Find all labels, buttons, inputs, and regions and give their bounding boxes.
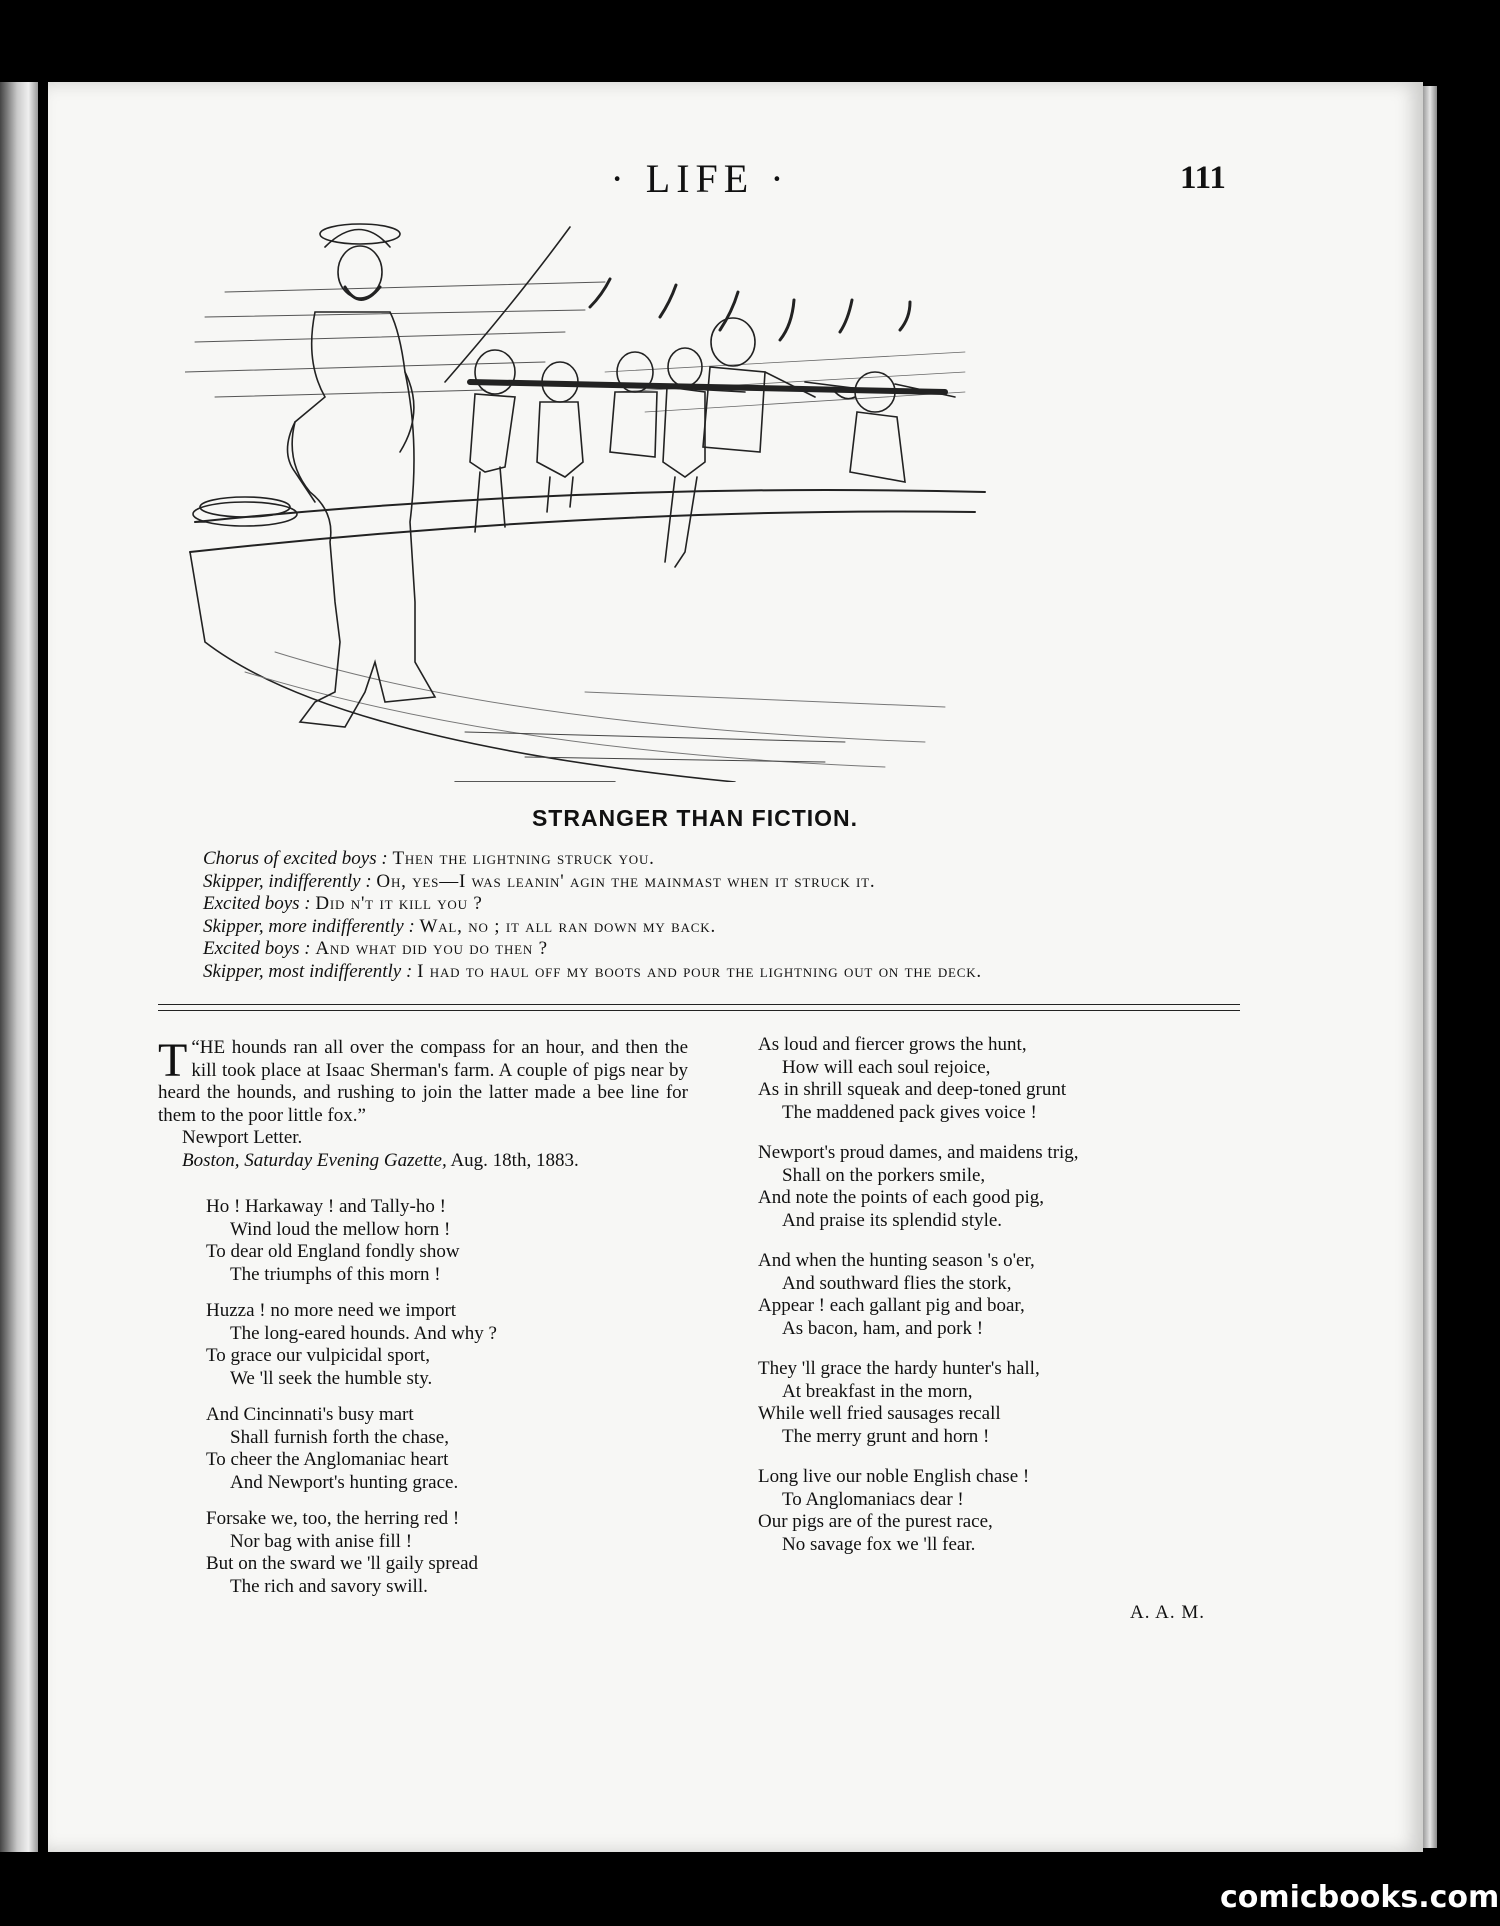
- poem-line: How will each soul rejoice,: [782, 1056, 991, 1078]
- poem-line: No savage fox we 'll fear.: [782, 1533, 976, 1555]
- poem-stanza: [206, 1404, 688, 1494]
- masthead-title: · LIFE ·: [610, 156, 790, 201]
- dialogue-speaker: Skipper, more indifferently :: [203, 915, 415, 937]
- dialogue-speaker: Skipper, most indifferently :: [203, 960, 413, 982]
- poem-stanza: [758, 1142, 1238, 1232]
- drop-cap: T: [158, 1034, 188, 1087]
- poem-line: Huzza ! no more need we import: [206, 1300, 457, 1321]
- poem-line: To Anglomaniacs dear !: [782, 1488, 964, 1510]
- dialogue-line: [203, 961, 1263, 984]
- cartoon-dialogue: [203, 848, 1263, 983]
- poem-stanza: [206, 1196, 688, 1286]
- citation-date: Aug. 18th, 1883.: [450, 1149, 579, 1171]
- poem-line: To dear old England fondly show: [206, 1241, 460, 1262]
- poem-stanza: [758, 1358, 1238, 1448]
- poem-line: And when the hunting season 's o'er,: [758, 1250, 1035, 1271]
- poem-stanza: [758, 1034, 1238, 1124]
- poem-line: To grace our vulpicidal sport,: [206, 1345, 430, 1366]
- article-left-column: [158, 1034, 688, 1612]
- dialogue-line: [203, 938, 1263, 961]
- quote-citation: [182, 1150, 688, 1173]
- newspaper-quote: [158, 1034, 688, 1127]
- poem-line: And Cincinnati's busy mart: [206, 1404, 414, 1425]
- poem-line: Appear ! each gallant pig and boar,: [758, 1295, 1025, 1316]
- dialogue-line: [203, 893, 1263, 916]
- poem-line: But on the sward we 'll gaily spread: [206, 1553, 479, 1574]
- dialogue-speech: Then the lightning struck you.: [392, 848, 655, 869]
- page-stack-edge: [1423, 86, 1437, 1848]
- poem-line: The maddened pack gives voice !: [782, 1101, 1037, 1123]
- dialogue-speech: Wal, no ; it all ran down my back.: [419, 915, 717, 937]
- dialogue-speech: Did n't it kill you ?: [315, 893, 483, 914]
- poem-line: The triumphs of this morn !: [230, 1263, 441, 1285]
- poem-line: Nor bag with anise fill !: [230, 1530, 413, 1552]
- poem-line: Newport's proud dames, and maidens trig,: [758, 1142, 1079, 1163]
- dialogue-speech: I had to haul off my boots and pour the lightning out on the deck.: [417, 960, 982, 982]
- poem-line: To cheer the Anglomaniac heart: [206, 1449, 449, 1470]
- cartoon-illustration: [185, 222, 1200, 782]
- page-number: 111: [1180, 160, 1226, 196]
- dialogue-speaker: Excited boys :: [203, 893, 311, 914]
- poem-line: As loud and fiercer grows the hunt,: [758, 1034, 1027, 1055]
- section-divider: [158, 1004, 1240, 1011]
- poem-line: They 'll grace the hardy hunter's hall,: [758, 1358, 1040, 1379]
- dialogue-speech: And what did you do then ?: [315, 938, 548, 959]
- quote-open-mark: “: [191, 1037, 200, 1058]
- dialogue-speaker: Skipper, indifferently :: [203, 870, 372, 892]
- poem-line: Long live our noble English chase !: [758, 1466, 1030, 1487]
- poem-line: The merry grunt and horn !: [782, 1425, 990, 1447]
- poem-line: Ho ! Harkaway ! and Tally-ho !: [206, 1196, 446, 1217]
- poem-line: While well fried sausages recall: [758, 1403, 1001, 1424]
- dialogue-speech: Oh, yes—I was leanin' agin the mainmast when it struck it.: [376, 870, 876, 892]
- poem-line: And Newport's hunting grace.: [230, 1471, 459, 1493]
- poem-line: And praise its splendid style.: [782, 1209, 1003, 1231]
- poem-line: Shall on the porkers smile,: [782, 1164, 986, 1186]
- poem-line: Forsake we, too, the herring red !: [206, 1508, 460, 1529]
- poem-stanza: [758, 1466, 1238, 1556]
- poem-line: And southward flies the stork,: [782, 1272, 1012, 1294]
- dialogue-speaker: Excited boys :: [203, 938, 311, 959]
- cartoon-title: STRANGER THAN FICTION.: [531, 805, 859, 831]
- quote-source: Newport Letter.: [182, 1127, 303, 1148]
- quote-paragraph: [158, 1034, 688, 1127]
- quote-body: HE hounds ran all over the compass for an hour, and then the kill took place at Isaac Sherman's farm. A couple of pigs near by heard the hounds, and rushing to join the latter made a bee line for them to the poor little fox.”: [158, 1037, 688, 1126]
- article-right-column: [758, 1034, 1238, 1574]
- adjacent-page-edge: [0, 82, 38, 1852]
- dialogue-line: [203, 916, 1263, 939]
- poem-line: As bacon, ham, and pork !: [782, 1317, 984, 1339]
- poem-line: As in shrill squeak and deep-toned grunt: [758, 1079, 1067, 1100]
- poem-line: At breakfast in the morn,: [782, 1380, 973, 1402]
- poem-line: Shall furnish forth the chase,: [230, 1426, 449, 1448]
- poem-stanza: [758, 1250, 1238, 1340]
- poem-line: And note the points of each good pig,: [758, 1187, 1045, 1208]
- site-watermark: comicbooks.com: [1220, 1880, 1500, 1915]
- poem-stanza: [206, 1508, 688, 1598]
- poem-line: The long-eared hounds. And why ?: [230, 1322, 497, 1344]
- poem-line: The rich and savory swill.: [230, 1575, 428, 1597]
- poem-line: Wind loud the mellow horn !: [230, 1218, 451, 1240]
- poem-line: Our pigs are of the purest race,: [758, 1511, 993, 1532]
- poem-line: We 'll seek the humble sty.: [230, 1367, 433, 1389]
- dialogue-speaker: Chorus of excited boys :: [203, 848, 388, 869]
- dialogue-line: [203, 848, 1263, 871]
- author-signature: A. A. M.: [1130, 1602, 1206, 1623]
- poem-stanza: [206, 1300, 688, 1390]
- dialogue-line: [203, 871, 1263, 894]
- citation-paper: Boston, Saturday Evening Gazette,: [182, 1149, 447, 1171]
